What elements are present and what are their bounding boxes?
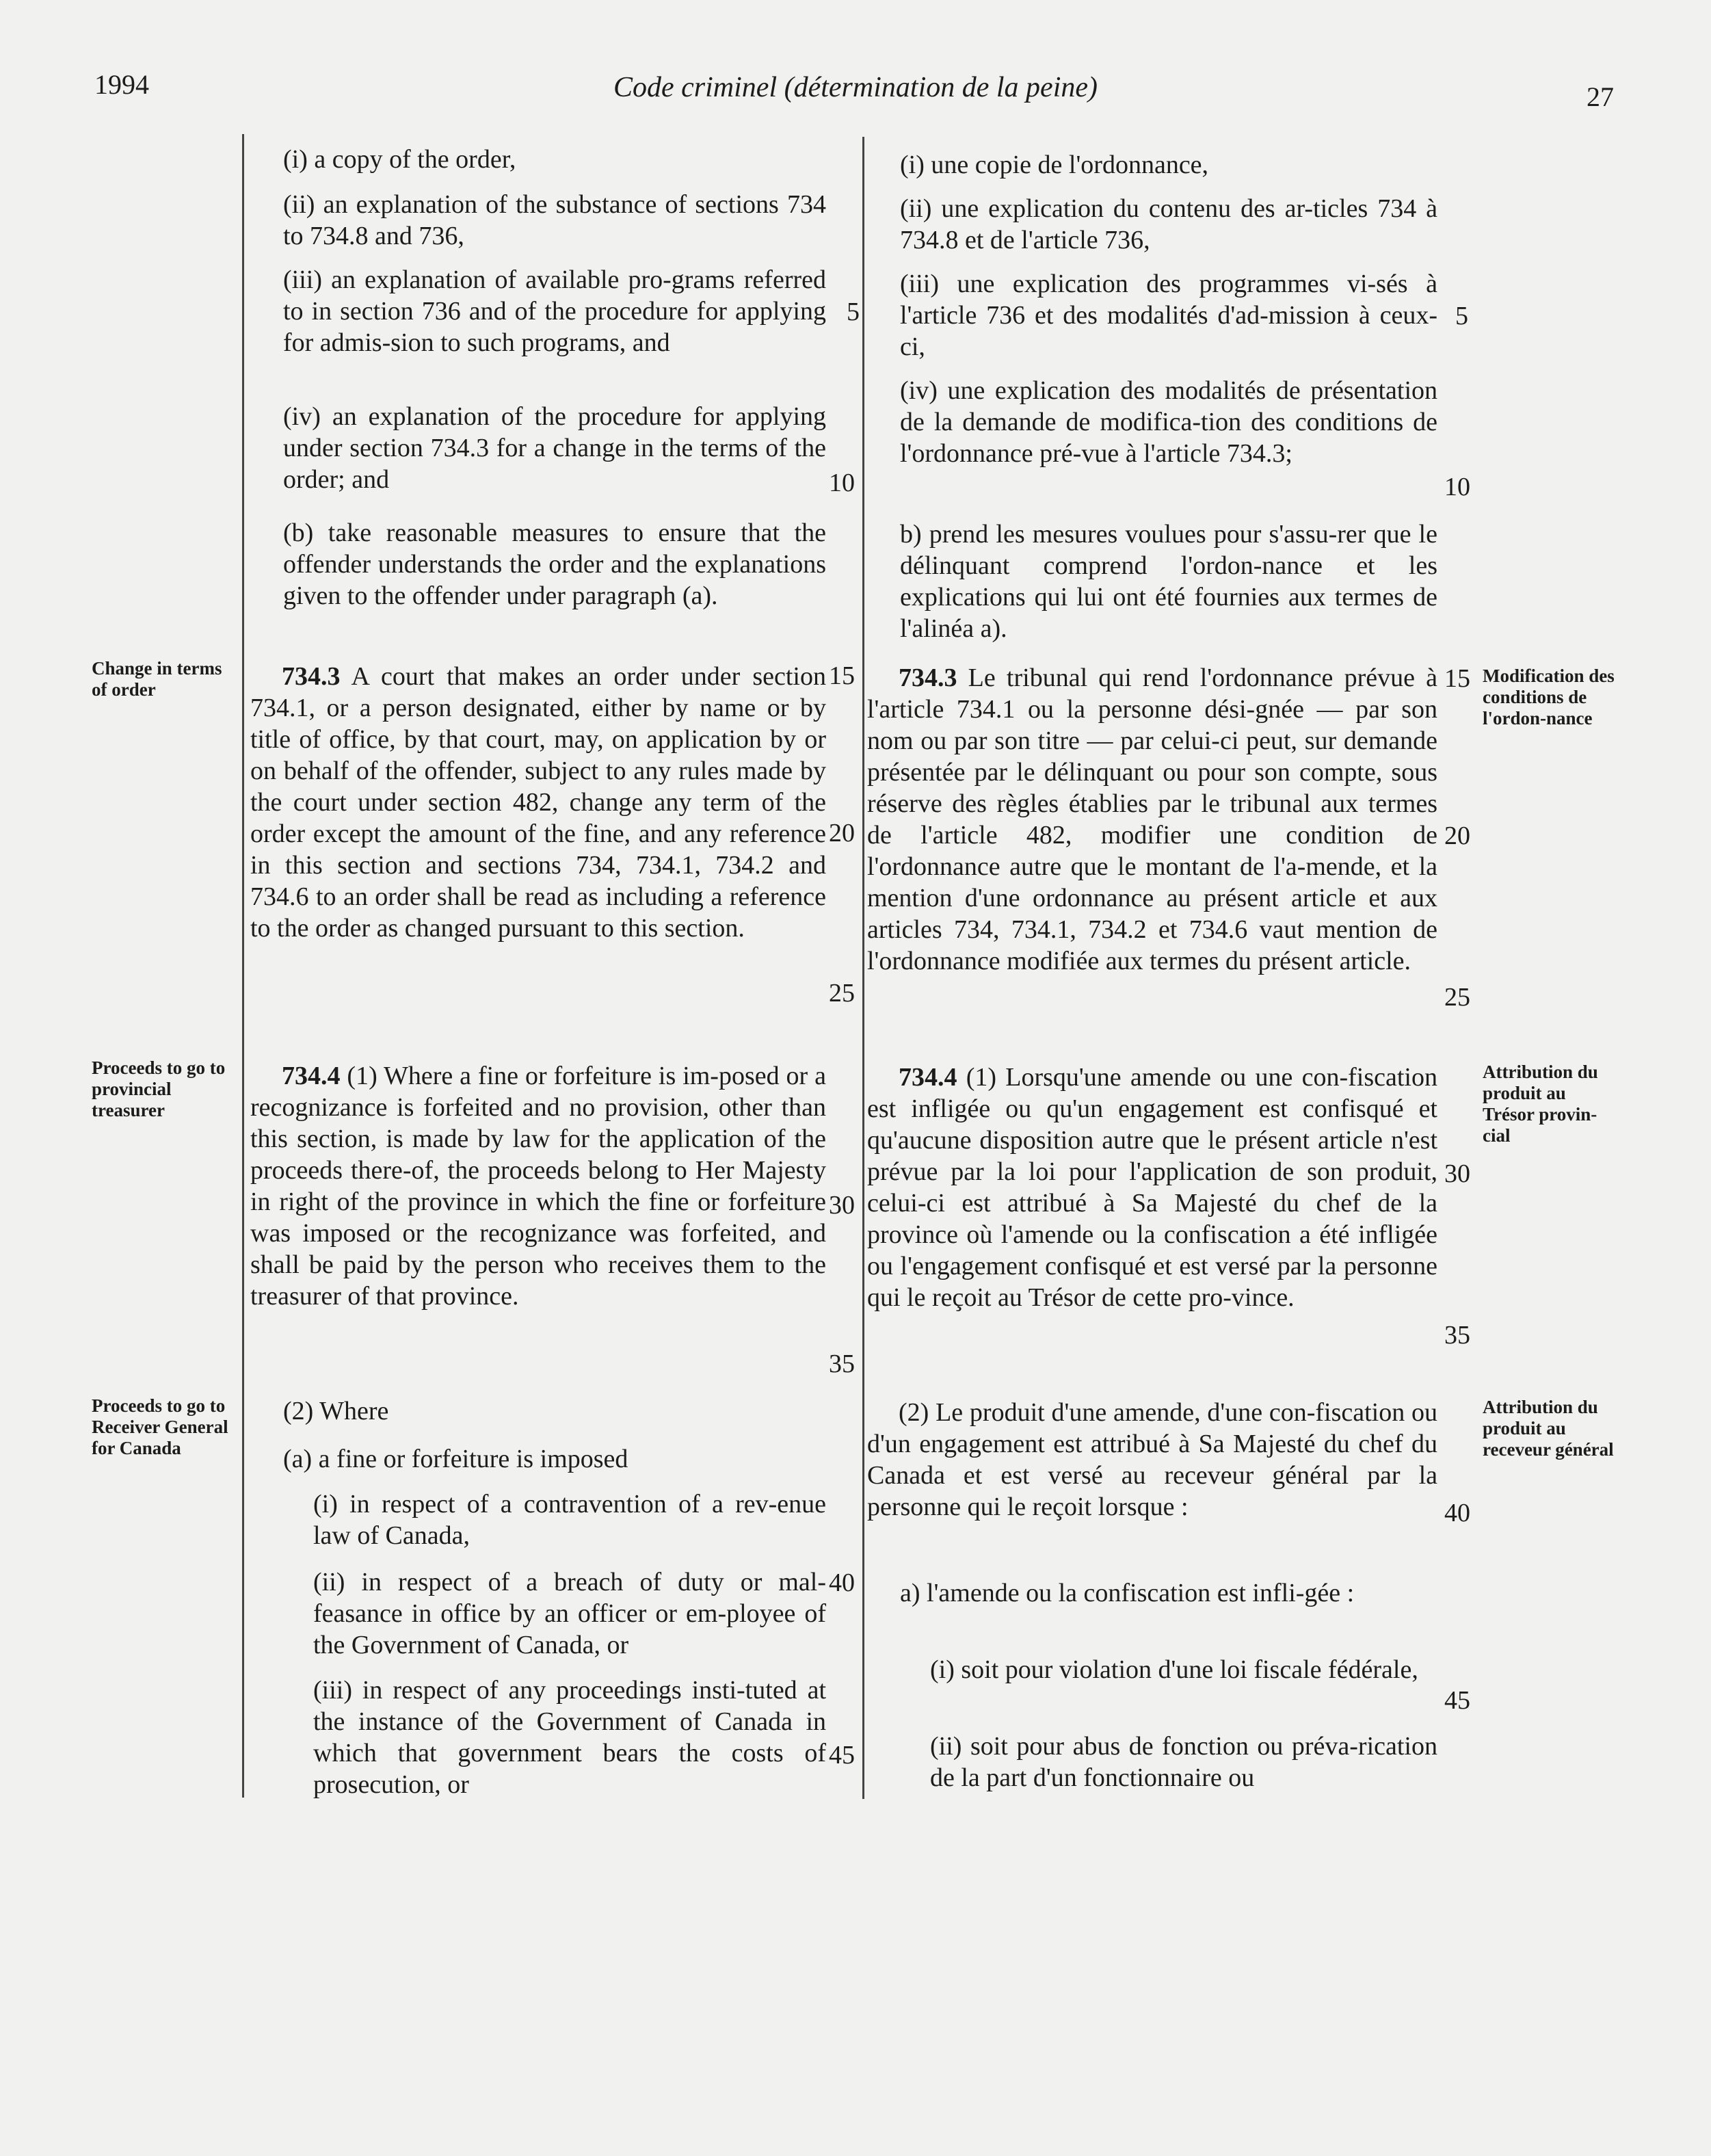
en-subpara-iii: (iii) in respect of any proceedings insti-tuted at the instance of the Government of Canada in which that government bears the costs of prosecution, or xyxy=(313,1676,826,1799)
line-number: 35 xyxy=(829,1350,855,1378)
line-number: 30 xyxy=(829,1191,855,1220)
en-subpara-i: (i) in respect of a contravention of a rev-enue law of Canada, xyxy=(313,1490,826,1550)
line-number: 15 xyxy=(829,661,855,690)
fr-subpara-ii: (ii) une explication du contenu des ar-ticles 734 à 734.8 et de l'article 736, xyxy=(900,194,1437,254)
en-section-number: 734.4 xyxy=(282,1062,341,1090)
center-column-rule xyxy=(862,137,864,1799)
header-page-number: 27 xyxy=(1587,81,1614,112)
fr-subpara-i: (i) une copie de l'ordonnance, xyxy=(900,150,1209,179)
fr-section-number: 734.4 xyxy=(899,1063,957,1092)
line-number: 45 xyxy=(1444,1686,1470,1715)
header-title: Code criminel (détermination de la peine) xyxy=(613,72,1098,103)
left-column-rule xyxy=(242,134,244,1798)
en-section-text: A court that makes an order under section 734.1, or a person designated, either by name or by title of office, by that court, may, on application by or on behalf of the offender, subject to any rules made by the court under section 482, change any term of the order except the amount of the fine, and any reference in this section and sections 734, 734.1, 734.2 and 734.6 to an order shall be read as including a reference to the order as changed pursuant to this section. xyxy=(250,662,826,943)
en-subsection-2: (2) Where xyxy=(283,1397,389,1425)
header-year: 1994 xyxy=(94,69,149,100)
en-subpara-ii: (ii) an explanation of the substance of sections 734 to 734.8 and 736, xyxy=(283,190,826,250)
fr-subpara-ii: (ii) soit pour abus de fonction ou préva-rication de la part d'un fonctionnaire ou xyxy=(930,1732,1437,1792)
fr-section-text: Le tribunal qui rend l'ordonnance prévue à l'article 734.1 ou la personne dési-gnée — par son nom ou par son titre — par celui-ci peut, sur demande présentée par le délinquant ou pour son compte, sous réserve des règles établies par le tribunal aux termes de l'article 482, modifier une condition de l'ordonnance autre que le montant de l'a-mende, et la mention d'une ordonnance au présent article et aux articles 734, 734.1, 734.2 et 734.6 vaut mention de l'ordonnance modifiée aux termes du présent article. xyxy=(867,663,1437,975)
line-number: 30 xyxy=(1444,1159,1470,1188)
line-number: 10 xyxy=(1444,473,1470,501)
fr-subpara-iii: (iii) une explication des programmes vi-sés à l'article 736 et des modalités d'ad-mission à ceux-ci, xyxy=(900,270,1437,361)
fr-para-b: b) prend les mesures voulues pour s'assu-rer que le délinquant comprend l'ordon-nance et les explications qui lui ont été fournies aux termes de l'alinéa a). xyxy=(900,520,1437,643)
en-section-text: (1) Where a fine or forfeiture is im-posed or a recognizance is forfeited and no provision, other than this section, is made by law for the application of the proceeds there-of, the proceeds belong to Her Majesty in right of the province in which the fine or forfeiture was imposed or the recognizance was forfeited, and shall be paid by the person who receives them to the treasurer of that province. xyxy=(250,1062,826,1311)
fr-section-text: (1) Lorsqu'une amende ou une con-fiscation est infligée ou qu'un engagement est confisqué et qu'aucune disposition autre que le présent article n'est prévue par la loi pour l'application de son produit, celui-ci est attribué à Sa Majesté du chef de la province où l'amende ou la confiscation a été infligée ou l'engagement confisqué et est versé par la personne qui le reçoit au Trésor de cette pro-vince. xyxy=(867,1063,1437,1312)
en-section-number: 734.3 xyxy=(282,662,341,691)
fr-subsection-2: (2) Le produit d'une amende, d'une con-fiscation ou d'un engagement est attribué à Sa Majesté du chef du Canada et est versé au receveur général par la personne qui le reçoit lorsque : xyxy=(867,1398,1437,1521)
line-number: 15 xyxy=(1444,664,1470,693)
en-para-b: (b) take reasonable measures to ensure that the offender understands the order and the explanations given to the offender under paragraph (a). xyxy=(283,518,826,610)
margin-note-en: Proceeds to go to Receiver General for Canada xyxy=(92,1395,228,1458)
en-subpara-ii: (ii) in respect of a breach of duty or mal-feasance in office by an officer or em-ployee of the Government of Canada, or xyxy=(313,1568,826,1659)
margin-note-en: Proceeds to go to provincial treasurer xyxy=(92,1057,226,1120)
margin-note-fr: Attribution du produit au Trésor provin-cial xyxy=(1483,1062,1598,1146)
line-number: 45 xyxy=(829,1741,855,1770)
fr-section-734-3 xyxy=(867,662,1437,977)
line-number: 35 xyxy=(1444,1321,1470,1350)
line-number: 20 xyxy=(829,819,855,847)
en-subpara-iv: (iv) an explanation of the procedure for applying under section 734.3 for a change in the terms of the order; and xyxy=(283,402,826,494)
line-number: 10 xyxy=(829,469,855,497)
fr-section-number: 734.3 xyxy=(899,663,957,692)
line-number: 25 xyxy=(1444,983,1470,1012)
line-number: 5 xyxy=(847,298,860,326)
en-subpara-i: (i) a copy of the order, xyxy=(283,145,516,174)
margin-note-fr: Modification des conditions de l'ordon-nance xyxy=(1483,666,1615,728)
line-number: 40 xyxy=(1444,1499,1470,1527)
fr-para-a: a) l'amende ou la confiscation est infli-gée : xyxy=(900,1579,1355,1607)
en-subpara-iii: (iii) an explanation of available pro-grams referred to in section 736 and of the procedure for applying for admis-sion to such programs, and xyxy=(283,265,826,357)
en-section-734-4-1 xyxy=(250,1060,826,1312)
line-number: 20 xyxy=(1444,821,1470,850)
en-para-a: (a) a fine or forfeiture is imposed xyxy=(283,1445,628,1473)
fr-subpara-i: (i) soit pour violation d'une loi fiscale fédérale, xyxy=(930,1655,1418,1684)
margin-note-fr: Attribution du produit au receveur général xyxy=(1483,1397,1614,1460)
line-number: 5 xyxy=(1455,302,1468,330)
en-section-734-3 xyxy=(250,661,826,944)
line-number: 25 xyxy=(829,979,855,1008)
fr-subpara-iv: (iv) une explication des modalités de présentation de la demande de modifica-tion des conditions de l'ordonnance pré-vue à l'article 734.3; xyxy=(900,376,1437,468)
fr-section-734-4-1 xyxy=(867,1062,1437,1313)
line-number: 40 xyxy=(829,1568,855,1597)
margin-note-en: Change in terms of order xyxy=(92,658,222,700)
